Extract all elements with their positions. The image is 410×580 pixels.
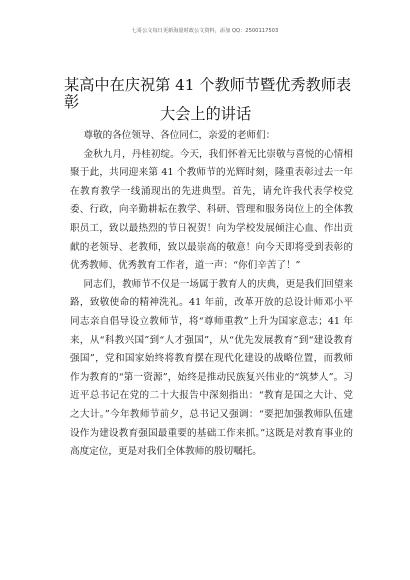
paragraph-2: 同志们，教师节不仅是一场属于教育人的庆典，更是我们回望来路，致敬使命的精神洗礼。41 年前，改革开放的总设计师邓小平同志亲自倡导设立教师节，将“尊师重教”上升为国家意志；41 年来，从“科教兴国”到“人才强国”，从“优先发展教育”到“建设教育强国”，党和国家始终将教育摆在现代化建设的战略位置，而教师作为教育的“第一资源”，始终是推动民族复兴伟业的“筑梦人”。习近平总书记在党的二十大报告中深刻指出：“教育是国之大计、党之大计。”今年教师节前夕，总书记又强调：“要把加强教师队伍建设作为建设教育强国最重要的基础工作来抓。”这既是对教育事业的高度定位，更是对我们全体教师的殷切嘱托。 [70,278,353,458]
document-body [70,127,353,462]
salutation: 尊敬的各位领导、各位同仁，亲爱的老师们： [83,130,276,141]
title-line-1: 某高中在庆祝第 41 个教师节暨优秀教师表 [64,76,352,94]
paragraph-1: 金秋九月，丹桂初绽。今天，我们怀着无比崇敬与喜悦的心情相聚于此，共同迎来第 41 个教师节的光辉时刻，隆重表彰过去一年在教育教学一线涌现出的先进典型。首先，请允许我代表学校党委、行政，向辛勤耕耘在教学、科研、管理和服务岗位上的全体教职员工，致以最热烈的节日祝贺！向为学校发展倾注心血、作出贡献的老领导、老教师，致以最崇高的敬意！向今天即将受到表彰的优秀教师、优秀教育工作者，道一声：“你们辛苦了！” [70,148,353,272]
header-note: 七哥公文每日更新海量时政公文资料，添加 QQ：2500117503 [131,28,279,34]
title-line-2: 彰 [64,93,80,111]
title-line-3: 大会上的讲话 [160,105,252,123]
